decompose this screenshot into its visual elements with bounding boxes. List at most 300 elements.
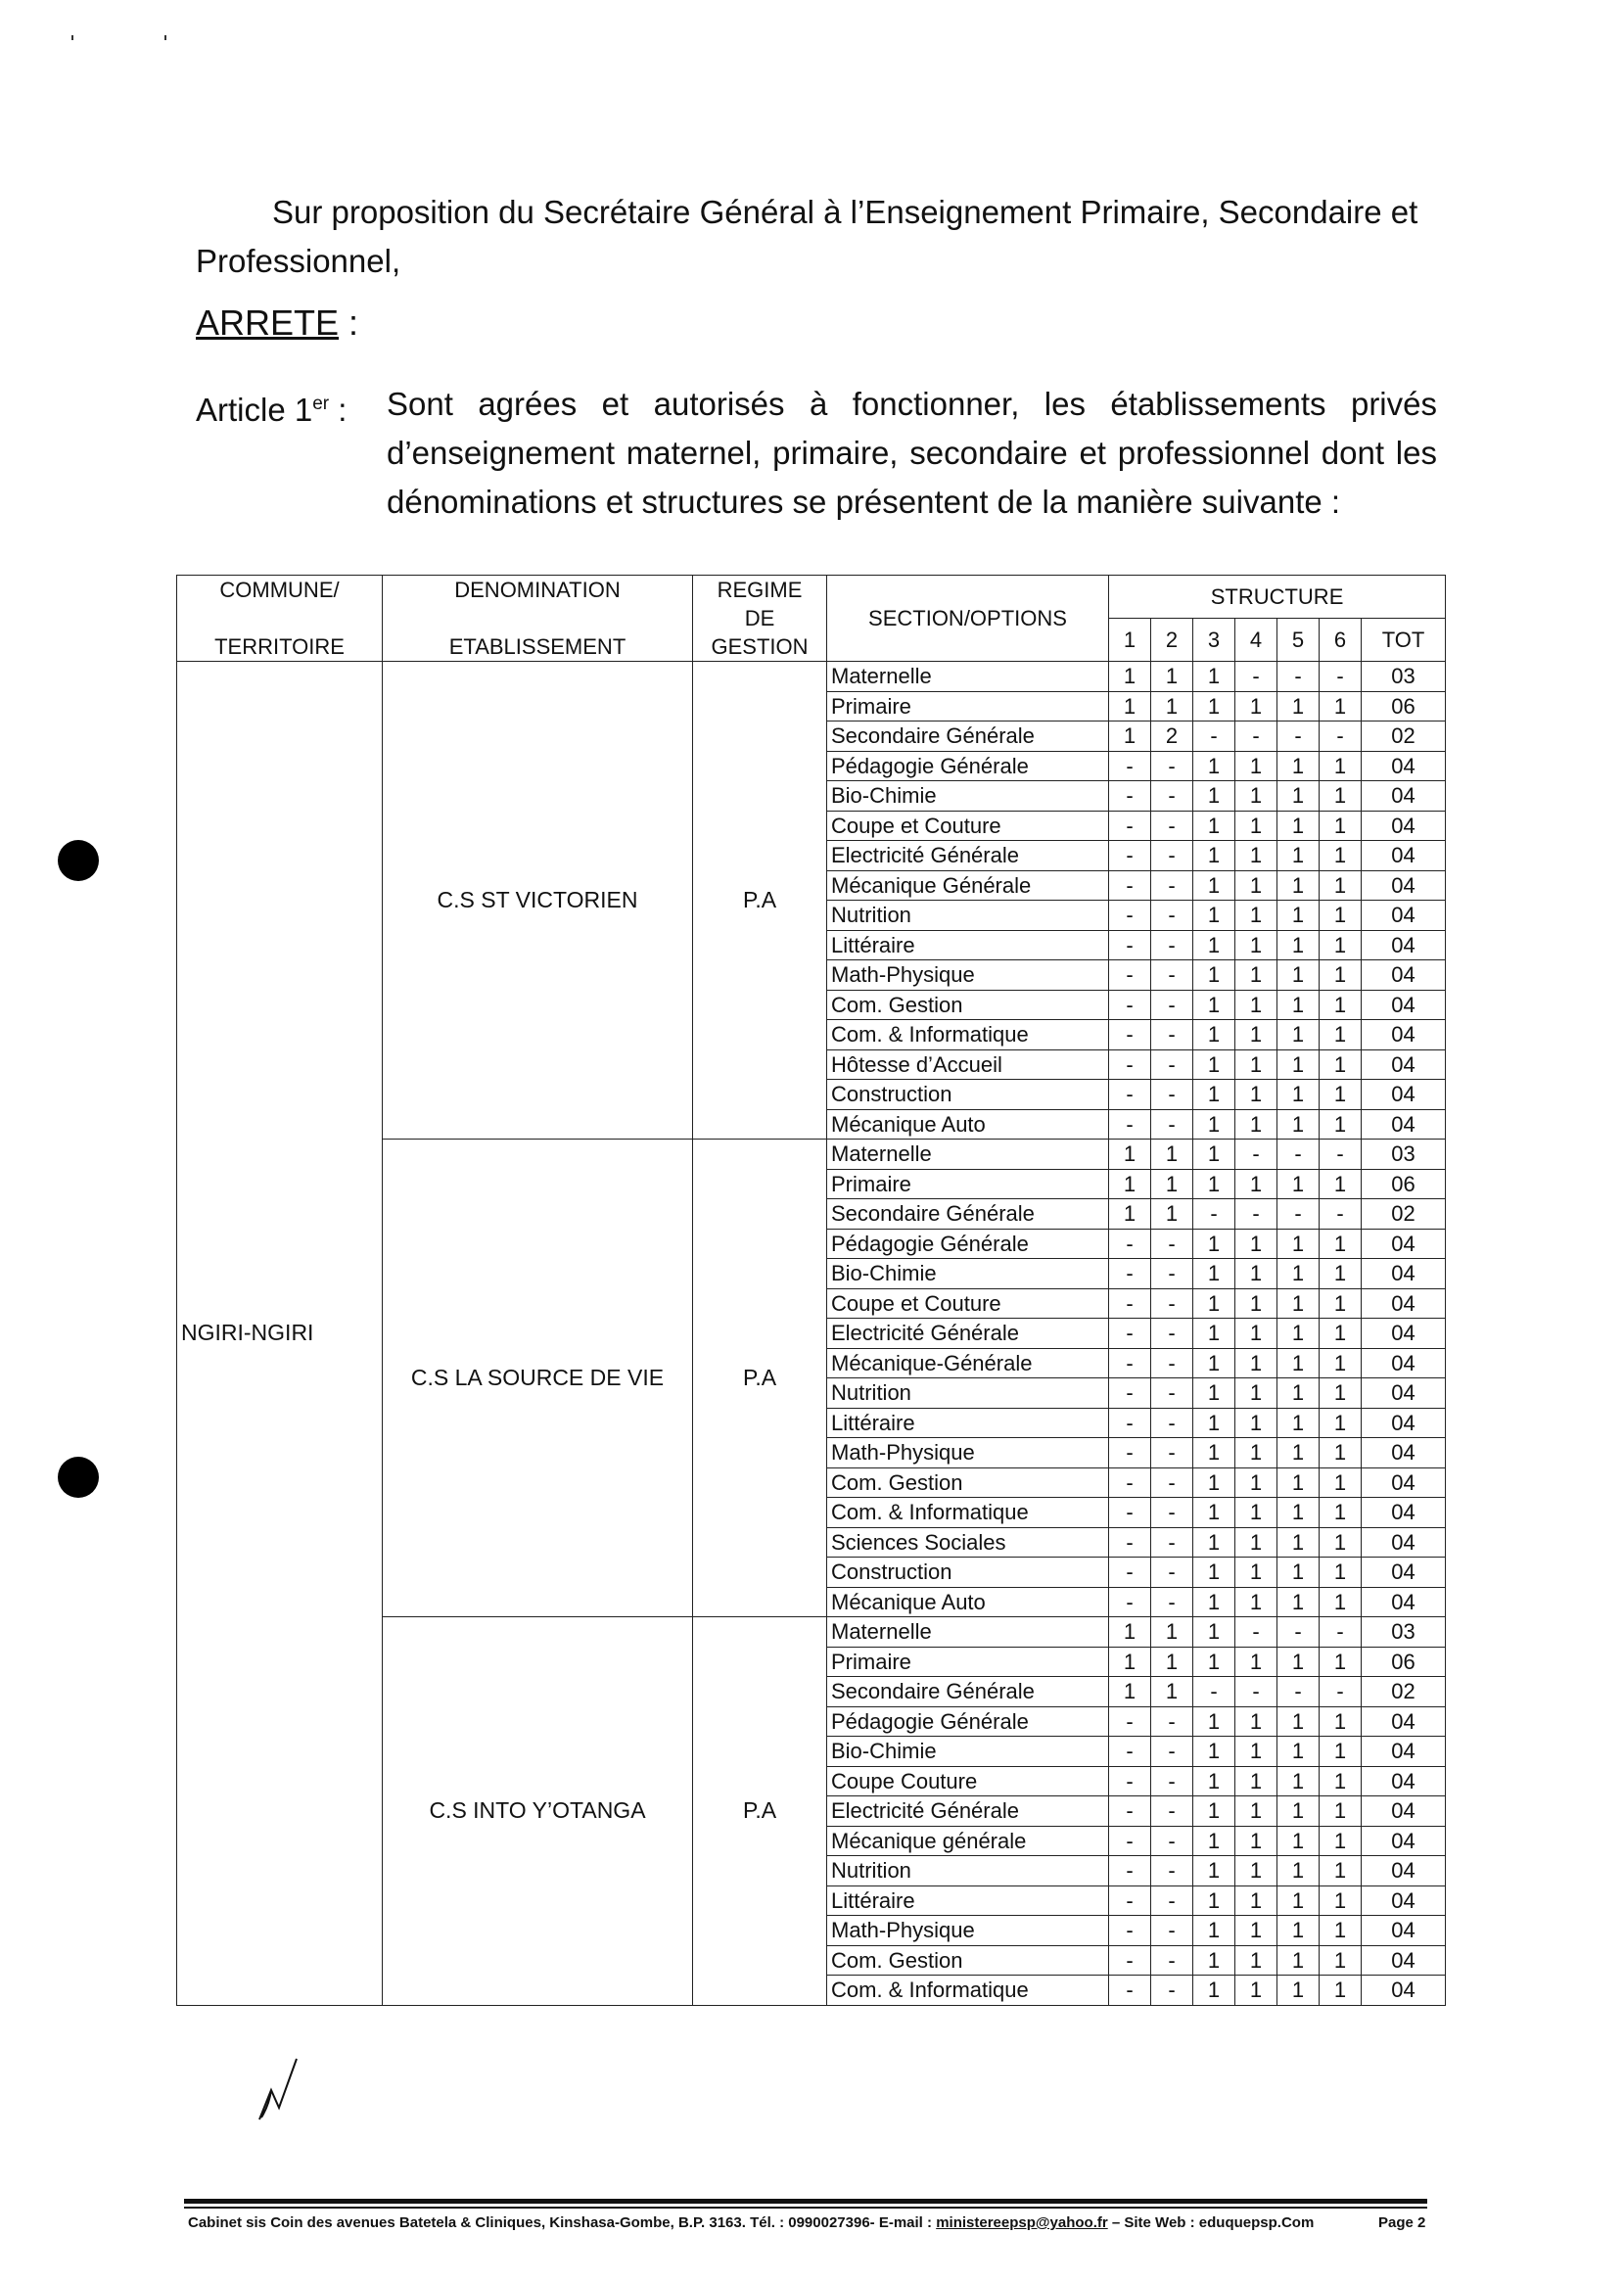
structure-cell: 1 bbox=[1320, 1587, 1362, 1617]
structure-cell: 1 bbox=[1277, 1766, 1320, 1796]
structure-cell: - bbox=[1151, 751, 1193, 781]
total-cell: 04 bbox=[1362, 1348, 1446, 1378]
structure-cell: 1 bbox=[1193, 662, 1235, 692]
structure-cell: - bbox=[1151, 1020, 1193, 1050]
structure-cell: 1 bbox=[1109, 662, 1151, 692]
section-option: Mécanique Auto bbox=[827, 1587, 1109, 1617]
structure-cell: 1 bbox=[1193, 1498, 1235, 1528]
structure-cell: - bbox=[1151, 1467, 1193, 1498]
structure-cell: 1 bbox=[1320, 1766, 1362, 1796]
structure-cell: - bbox=[1151, 1706, 1193, 1737]
header-col: 3 bbox=[1193, 619, 1235, 662]
structure-cell: 1 bbox=[1277, 1288, 1320, 1319]
structure-cell: - bbox=[1151, 1109, 1193, 1140]
structure-cell: - bbox=[1320, 662, 1362, 692]
section-option: Pédagogie Générale bbox=[827, 1229, 1109, 1259]
section-option: Maternelle bbox=[827, 1617, 1109, 1648]
section-option: Secondaire Générale bbox=[827, 1199, 1109, 1230]
structure-cell: - bbox=[1109, 1976, 1151, 2006]
structure-cell: 1 bbox=[1320, 870, 1362, 901]
structure-cell: 1 bbox=[1193, 1885, 1235, 1916]
header-col: 6 bbox=[1320, 619, 1362, 662]
structure-cell: 1 bbox=[1151, 1140, 1193, 1170]
establishment-name: C.S ST VICTORIEN bbox=[383, 662, 693, 1140]
structure-cell: 1 bbox=[1277, 1976, 1320, 2006]
structure-cell: - bbox=[1151, 930, 1193, 960]
header-denomination-line: DENOMINATION bbox=[454, 578, 621, 602]
header-commune-line: TERRITOIRE bbox=[214, 634, 345, 659]
section-option: Littéraire bbox=[827, 1885, 1109, 1916]
section-option: Com. Gestion bbox=[827, 1467, 1109, 1498]
structure-cell: 1 bbox=[1277, 1856, 1320, 1886]
structure-cell: 1 bbox=[1193, 1348, 1235, 1378]
structure-cell: 1 bbox=[1151, 1647, 1193, 1677]
total-cell: 04 bbox=[1362, 1259, 1446, 1289]
structure-cell: 1 bbox=[1193, 1796, 1235, 1827]
punch-hole bbox=[58, 840, 99, 881]
structure-cell: 1 bbox=[1277, 1259, 1320, 1289]
structure-cell: - bbox=[1277, 1140, 1320, 1170]
structure-cell: 1 bbox=[1320, 1169, 1362, 1199]
page-number: Page 2 bbox=[1378, 2214, 1426, 2231]
regime-cell: P.A bbox=[693, 1140, 827, 1617]
structure-cell: 1 bbox=[1320, 1229, 1362, 1259]
structure-cell: 1 bbox=[1277, 901, 1320, 931]
structure-cell: - bbox=[1277, 1677, 1320, 1707]
structure-cell: 1 bbox=[1320, 1976, 1362, 2006]
structure-cell: 1 bbox=[1277, 1647, 1320, 1677]
structure-cell: 1 bbox=[1277, 1229, 1320, 1259]
structure-cell: 1 bbox=[1193, 1408, 1235, 1438]
section-option: Com. & Informatique bbox=[827, 1976, 1109, 2006]
structure-cell: 1 bbox=[1320, 1378, 1362, 1409]
intro-paragraph bbox=[196, 188, 1439, 286]
intro-line: Professionnel, bbox=[196, 243, 401, 279]
total-cell: 04 bbox=[1362, 930, 1446, 960]
structure-cell: - bbox=[1109, 870, 1151, 901]
structure-cell: - bbox=[1109, 1288, 1151, 1319]
structure-cell: 1 bbox=[1193, 901, 1235, 931]
structure-cell: 1 bbox=[1109, 1199, 1151, 1230]
structure-cell: - bbox=[1151, 1229, 1193, 1259]
structure-cell: 1 bbox=[1320, 811, 1362, 841]
structure-cell: 1 bbox=[1235, 1826, 1277, 1856]
structure-cell: - bbox=[1151, 1945, 1193, 1976]
section-option: Primaire bbox=[827, 1169, 1109, 1199]
section-option: Construction bbox=[827, 1558, 1109, 1588]
section-option: Electricité Générale bbox=[827, 841, 1109, 871]
structure-cell: - bbox=[1320, 1617, 1362, 1648]
structure-cell: 1 bbox=[1193, 1229, 1235, 1259]
header-col: 2 bbox=[1151, 619, 1193, 662]
structure-cell: 1 bbox=[1277, 751, 1320, 781]
section-option: Coupe et Couture bbox=[827, 811, 1109, 841]
section-option: Math-Physique bbox=[827, 1438, 1109, 1468]
total-cell: 04 bbox=[1362, 751, 1446, 781]
structure-cell: - bbox=[1151, 1378, 1193, 1409]
structure-cell: 1 bbox=[1235, 1558, 1277, 1588]
structure-cell: - bbox=[1109, 1945, 1151, 1976]
structure-cell: 1 bbox=[1277, 1916, 1320, 1946]
total-cell: 04 bbox=[1362, 1856, 1446, 1886]
structure-cell: 1 bbox=[1277, 841, 1320, 871]
total-cell: 04 bbox=[1362, 1587, 1446, 1617]
structure-cell: 1 bbox=[1193, 1916, 1235, 1946]
total-cell: 04 bbox=[1362, 1229, 1446, 1259]
structure-cell: - bbox=[1151, 1080, 1193, 1110]
structure-cell: 1 bbox=[1193, 1109, 1235, 1140]
structure-cell: - bbox=[1277, 662, 1320, 692]
structure-cell: - bbox=[1151, 1259, 1193, 1289]
section-option: Pédagogie Générale bbox=[827, 1706, 1109, 1737]
total-cell: 02 bbox=[1362, 1677, 1446, 1707]
structure-cell: 1 bbox=[1277, 1319, 1320, 1349]
structure-cell: 1 bbox=[1277, 990, 1320, 1020]
footer-rule bbox=[184, 2199, 1427, 2204]
structure-cell: 1 bbox=[1235, 960, 1277, 991]
header-regime-line: GESTION bbox=[711, 634, 809, 659]
article-line: Sont agrées et autorisés à fonctionner, les établissements privés bbox=[387, 386, 1437, 422]
structure-cell: 1 bbox=[1277, 1109, 1320, 1140]
total-cell: 04 bbox=[1362, 1976, 1446, 2006]
section-option: Mécanique-Générale bbox=[827, 1348, 1109, 1378]
structure-cell: 1 bbox=[1193, 870, 1235, 901]
section-option: Math-Physique bbox=[827, 1916, 1109, 1946]
structure-cell: 1 bbox=[1320, 1856, 1362, 1886]
structure-cell: - bbox=[1109, 1020, 1151, 1050]
total-cell: 03 bbox=[1362, 1617, 1446, 1648]
structure-cell: 1 bbox=[1193, 1169, 1235, 1199]
structure-cell: - bbox=[1151, 1826, 1193, 1856]
structure-cell: 1 bbox=[1235, 930, 1277, 960]
structure-cell: 1 bbox=[1151, 1199, 1193, 1230]
structure-cell: 1 bbox=[1193, 1976, 1235, 2006]
structure-table bbox=[176, 575, 1446, 2006]
structure-cell: - bbox=[1109, 1080, 1151, 1110]
structure-cell: 1 bbox=[1193, 960, 1235, 991]
section-option: Nutrition bbox=[827, 901, 1109, 931]
structure-cell: - bbox=[1109, 1916, 1151, 1946]
structure-cell: - bbox=[1235, 1140, 1277, 1170]
structure-cell: - bbox=[1109, 1229, 1151, 1259]
structure-cell: 1 bbox=[1320, 1259, 1362, 1289]
structure-cell: - bbox=[1151, 1558, 1193, 1588]
header-regime-line: DE bbox=[744, 606, 775, 630]
section-option: Littéraire bbox=[827, 930, 1109, 960]
structure-cell: 1 bbox=[1320, 901, 1362, 931]
footer-email[interactable]: ministereepsp@yahoo.fr bbox=[936, 2214, 1108, 2231]
structure-cell: - bbox=[1151, 1856, 1193, 1886]
signature-mark bbox=[250, 2051, 308, 2129]
structure-cell: 1 bbox=[1277, 1558, 1320, 1588]
structure-cell: 1 bbox=[1235, 1527, 1277, 1558]
total-cell: 06 bbox=[1362, 691, 1446, 722]
structure-cell: - bbox=[1109, 1587, 1151, 1617]
total-cell: 04 bbox=[1362, 841, 1446, 871]
structure-cell: - bbox=[1109, 1259, 1151, 1289]
structure-cell: - bbox=[1109, 1826, 1151, 1856]
total-cell: 04 bbox=[1362, 1049, 1446, 1080]
structure-cell: - bbox=[1109, 1049, 1151, 1080]
header-section: SECTION/OPTIONS bbox=[827, 576, 1109, 662]
structure-cell: 1 bbox=[1193, 1527, 1235, 1558]
article-superscript: er bbox=[312, 394, 330, 414]
structure-cell: 1 bbox=[1320, 1706, 1362, 1737]
structure-cell: 1 bbox=[1277, 930, 1320, 960]
structure-cell: 1 bbox=[1320, 960, 1362, 991]
structure-cell: 1 bbox=[1235, 1467, 1277, 1498]
structure-cell: 1 bbox=[1320, 1527, 1362, 1558]
structure-cell: 1 bbox=[1320, 1498, 1362, 1528]
scan-mark bbox=[164, 35, 166, 40]
total-cell: 03 bbox=[1362, 1140, 1446, 1170]
structure-cell: - bbox=[1235, 1677, 1277, 1707]
structure-cell: - bbox=[1193, 1199, 1235, 1230]
header-col-total: TOT bbox=[1362, 619, 1446, 662]
structure-cell: 1 bbox=[1277, 870, 1320, 901]
structure-cell: 1 bbox=[1193, 1558, 1235, 1588]
header-denomination-line: ETABLISSEMENT bbox=[448, 634, 626, 659]
structure-cell: 1 bbox=[1151, 662, 1193, 692]
structure-cell: - bbox=[1320, 1199, 1362, 1230]
structure-cell: 1 bbox=[1277, 1826, 1320, 1856]
structure-cell: - bbox=[1109, 1408, 1151, 1438]
total-cell: 04 bbox=[1362, 1408, 1446, 1438]
table-row bbox=[177, 662, 1446, 692]
structure-cell: - bbox=[1109, 1766, 1151, 1796]
structure-cell: 1 bbox=[1320, 1796, 1362, 1827]
structure-cell: 1 bbox=[1193, 751, 1235, 781]
structure-cell: 1 bbox=[1320, 930, 1362, 960]
structure-cell: 1 bbox=[1235, 1319, 1277, 1349]
structure-cell: 1 bbox=[1277, 1737, 1320, 1767]
arrete-colon: : bbox=[339, 303, 359, 343]
structure-cell: 1 bbox=[1320, 1647, 1362, 1677]
structure-cell: 1 bbox=[1193, 1259, 1235, 1289]
structure-cell: 1 bbox=[1277, 1527, 1320, 1558]
structure-cell: 1 bbox=[1193, 1049, 1235, 1080]
structure-cell: - bbox=[1151, 1885, 1193, 1916]
total-cell: 04 bbox=[1362, 811, 1446, 841]
section-option: Coupe Couture bbox=[827, 1766, 1109, 1796]
article-label bbox=[196, 380, 347, 435]
section-option: Secondaire Générale bbox=[827, 722, 1109, 752]
total-cell: 04 bbox=[1362, 990, 1446, 1020]
structure-cell: 1 bbox=[1277, 960, 1320, 991]
structure-cell: 1 bbox=[1235, 1020, 1277, 1050]
structure-cell: 1 bbox=[1235, 1438, 1277, 1468]
structure-cell: - bbox=[1109, 1796, 1151, 1827]
structure-cell: - bbox=[1320, 722, 1362, 752]
section-option: Com. & Informatique bbox=[827, 1020, 1109, 1050]
structure-cell: - bbox=[1109, 930, 1151, 960]
structure-cell: 1 bbox=[1320, 1438, 1362, 1468]
section-option: Maternelle bbox=[827, 1140, 1109, 1170]
structure-cell: 1 bbox=[1235, 1885, 1277, 1916]
structure-cell: 1 bbox=[1109, 722, 1151, 752]
structure-cell: - bbox=[1109, 1706, 1151, 1737]
structure-cell: - bbox=[1151, 990, 1193, 1020]
structure-cell: 1 bbox=[1193, 1140, 1235, 1170]
structure-cell: - bbox=[1151, 1916, 1193, 1946]
structure-cell: 1 bbox=[1235, 1498, 1277, 1528]
structure-cell: - bbox=[1109, 1558, 1151, 1588]
structure-cell: - bbox=[1109, 811, 1151, 841]
structure-cell: 1 bbox=[1320, 1916, 1362, 1946]
structure-cell: 1 bbox=[1151, 1617, 1193, 1648]
total-cell: 04 bbox=[1362, 1288, 1446, 1319]
punch-hole bbox=[58, 1457, 99, 1498]
structure-cell: 1 bbox=[1320, 1319, 1362, 1349]
total-cell: 04 bbox=[1362, 1737, 1446, 1767]
total-cell: 04 bbox=[1362, 1796, 1446, 1827]
total-cell: 04 bbox=[1362, 1020, 1446, 1050]
total-cell: 04 bbox=[1362, 1467, 1446, 1498]
structure-cell: - bbox=[1151, 1587, 1193, 1617]
scan-mark bbox=[71, 35, 73, 40]
structure-cell: 1 bbox=[1235, 1348, 1277, 1378]
structure-cell: 1 bbox=[1193, 1378, 1235, 1409]
structure-cell: 1 bbox=[1193, 1617, 1235, 1648]
structure-cell: 1 bbox=[1193, 1766, 1235, 1796]
total-cell: 04 bbox=[1362, 1109, 1446, 1140]
article-colon: : bbox=[329, 392, 348, 428]
header-commune-line: COMMUNE/ bbox=[219, 578, 340, 602]
structure-cell: 1 bbox=[1277, 1049, 1320, 1080]
structure-cell: 1 bbox=[1235, 1080, 1277, 1110]
total-cell: 04 bbox=[1362, 781, 1446, 812]
intro-line: Sur proposition du Secrétaire Général à l’Enseignement Primaire, Secondaire et bbox=[272, 194, 1418, 230]
total-cell: 04 bbox=[1362, 1766, 1446, 1796]
structure-cell: 1 bbox=[1320, 1348, 1362, 1378]
total-cell: 04 bbox=[1362, 1945, 1446, 1976]
table-body bbox=[177, 662, 1446, 2006]
section-option: Com. & Informatique bbox=[827, 1498, 1109, 1528]
structure-cell: 1 bbox=[1193, 1856, 1235, 1886]
structure-cell: - bbox=[1151, 1976, 1193, 2006]
structure-cell: 1 bbox=[1277, 1587, 1320, 1617]
structure-cell: 2 bbox=[1151, 722, 1193, 752]
structure-cell: - bbox=[1109, 1737, 1151, 1767]
structure-cell: 1 bbox=[1277, 691, 1320, 722]
structure-cell: - bbox=[1277, 1617, 1320, 1648]
structure-cell: - bbox=[1151, 781, 1193, 812]
structure-cell: 1 bbox=[1193, 1288, 1235, 1319]
section-option: Sciences Sociales bbox=[827, 1527, 1109, 1558]
structure-cell: 1 bbox=[1235, 1976, 1277, 2006]
structure-cell: 1 bbox=[1277, 1706, 1320, 1737]
structure-cell: - bbox=[1235, 1199, 1277, 1230]
header-regime bbox=[693, 576, 827, 662]
header-col: 1 bbox=[1109, 619, 1151, 662]
total-cell: 04 bbox=[1362, 1080, 1446, 1110]
structure-cell: - bbox=[1151, 1288, 1193, 1319]
structure-cell: 1 bbox=[1277, 1498, 1320, 1528]
structure-cell: - bbox=[1151, 870, 1193, 901]
structure-cell: - bbox=[1109, 841, 1151, 871]
structure-cell: 1 bbox=[1235, 1049, 1277, 1080]
structure-cell: 1 bbox=[1193, 930, 1235, 960]
structure-cell: 1 bbox=[1277, 1080, 1320, 1110]
article-body bbox=[387, 380, 1437, 527]
structure-cell: 1 bbox=[1277, 1467, 1320, 1498]
structure-cell: 1 bbox=[1235, 781, 1277, 812]
structure-cell: - bbox=[1235, 662, 1277, 692]
section-option: Electricité Générale bbox=[827, 1796, 1109, 1827]
structure-cell: 1 bbox=[1320, 1020, 1362, 1050]
footer-website: – Site Web : eduquepsp.Com bbox=[1107, 2214, 1315, 2231]
total-cell: 04 bbox=[1362, 1826, 1446, 1856]
footer-address bbox=[188, 2214, 1314, 2231]
total-cell: 04 bbox=[1362, 1916, 1446, 1946]
structure-cell: 1 bbox=[1235, 1706, 1277, 1737]
structure-cell: 1 bbox=[1193, 1587, 1235, 1617]
structure-cell: 1 bbox=[1193, 1826, 1235, 1856]
structure-cell: - bbox=[1109, 781, 1151, 812]
structure-cell: - bbox=[1109, 901, 1151, 931]
structure-cell: 1 bbox=[1235, 1378, 1277, 1409]
structure-cell: 1 bbox=[1193, 990, 1235, 1020]
structure-cell: - bbox=[1109, 1527, 1151, 1558]
section-option: Mécanique Générale bbox=[827, 870, 1109, 901]
section-option: Com. Gestion bbox=[827, 990, 1109, 1020]
structure-cell: - bbox=[1151, 1438, 1193, 1468]
structure-cell: 1 bbox=[1277, 1438, 1320, 1468]
structure-cell: - bbox=[1109, 960, 1151, 991]
structure-cell: - bbox=[1109, 1467, 1151, 1498]
total-cell: 06 bbox=[1362, 1169, 1446, 1199]
section-option: Math-Physique bbox=[827, 960, 1109, 991]
section-option: Nutrition bbox=[827, 1856, 1109, 1886]
structure-cell: 1 bbox=[1235, 1945, 1277, 1976]
structure-cell: 1 bbox=[1277, 1408, 1320, 1438]
structure-cell: 1 bbox=[1235, 1856, 1277, 1886]
structure-cell: 1 bbox=[1277, 781, 1320, 812]
structure-cell: 1 bbox=[1193, 841, 1235, 871]
structure-cell: 1 bbox=[1235, 1288, 1277, 1319]
structure-cell: 1 bbox=[1109, 1617, 1151, 1648]
structure-cell: 1 bbox=[1277, 1020, 1320, 1050]
structure-cell: - bbox=[1109, 1498, 1151, 1528]
section-option: Bio-Chimie bbox=[827, 781, 1109, 812]
article-line: d’enseignement maternel, primaire, secondaire et professionnel dont les bbox=[387, 435, 1437, 471]
header-col: 5 bbox=[1277, 619, 1320, 662]
header-regime-line: REGIME bbox=[717, 578, 803, 602]
total-cell: 04 bbox=[1362, 901, 1446, 931]
structure-cell: 1 bbox=[1277, 811, 1320, 841]
structure-cell: - bbox=[1151, 901, 1193, 931]
structure-cell: 1 bbox=[1193, 1945, 1235, 1976]
structure-cell: 1 bbox=[1193, 1319, 1235, 1349]
structure-cell: 1 bbox=[1235, 1259, 1277, 1289]
structure-cell: 1 bbox=[1320, 1737, 1362, 1767]
structure-cell: - bbox=[1235, 722, 1277, 752]
structure-cell: 1 bbox=[1320, 1826, 1362, 1856]
structure-cell: - bbox=[1320, 1140, 1362, 1170]
structure-cell: 1 bbox=[1193, 1647, 1235, 1677]
structure-cell: 1 bbox=[1320, 1080, 1362, 1110]
header-denomination bbox=[383, 576, 693, 662]
structure-cell: - bbox=[1109, 1348, 1151, 1378]
structure-cell: 1 bbox=[1193, 1438, 1235, 1468]
structure-cell: - bbox=[1320, 1677, 1362, 1707]
structure-cell: - bbox=[1151, 1527, 1193, 1558]
structure-cell: 1 bbox=[1235, 901, 1277, 931]
section-option: Secondaire Générale bbox=[827, 1677, 1109, 1707]
structure-cell: 1 bbox=[1277, 1945, 1320, 1976]
total-cell: 04 bbox=[1362, 960, 1446, 991]
section-option: Com. Gestion bbox=[827, 1945, 1109, 1976]
